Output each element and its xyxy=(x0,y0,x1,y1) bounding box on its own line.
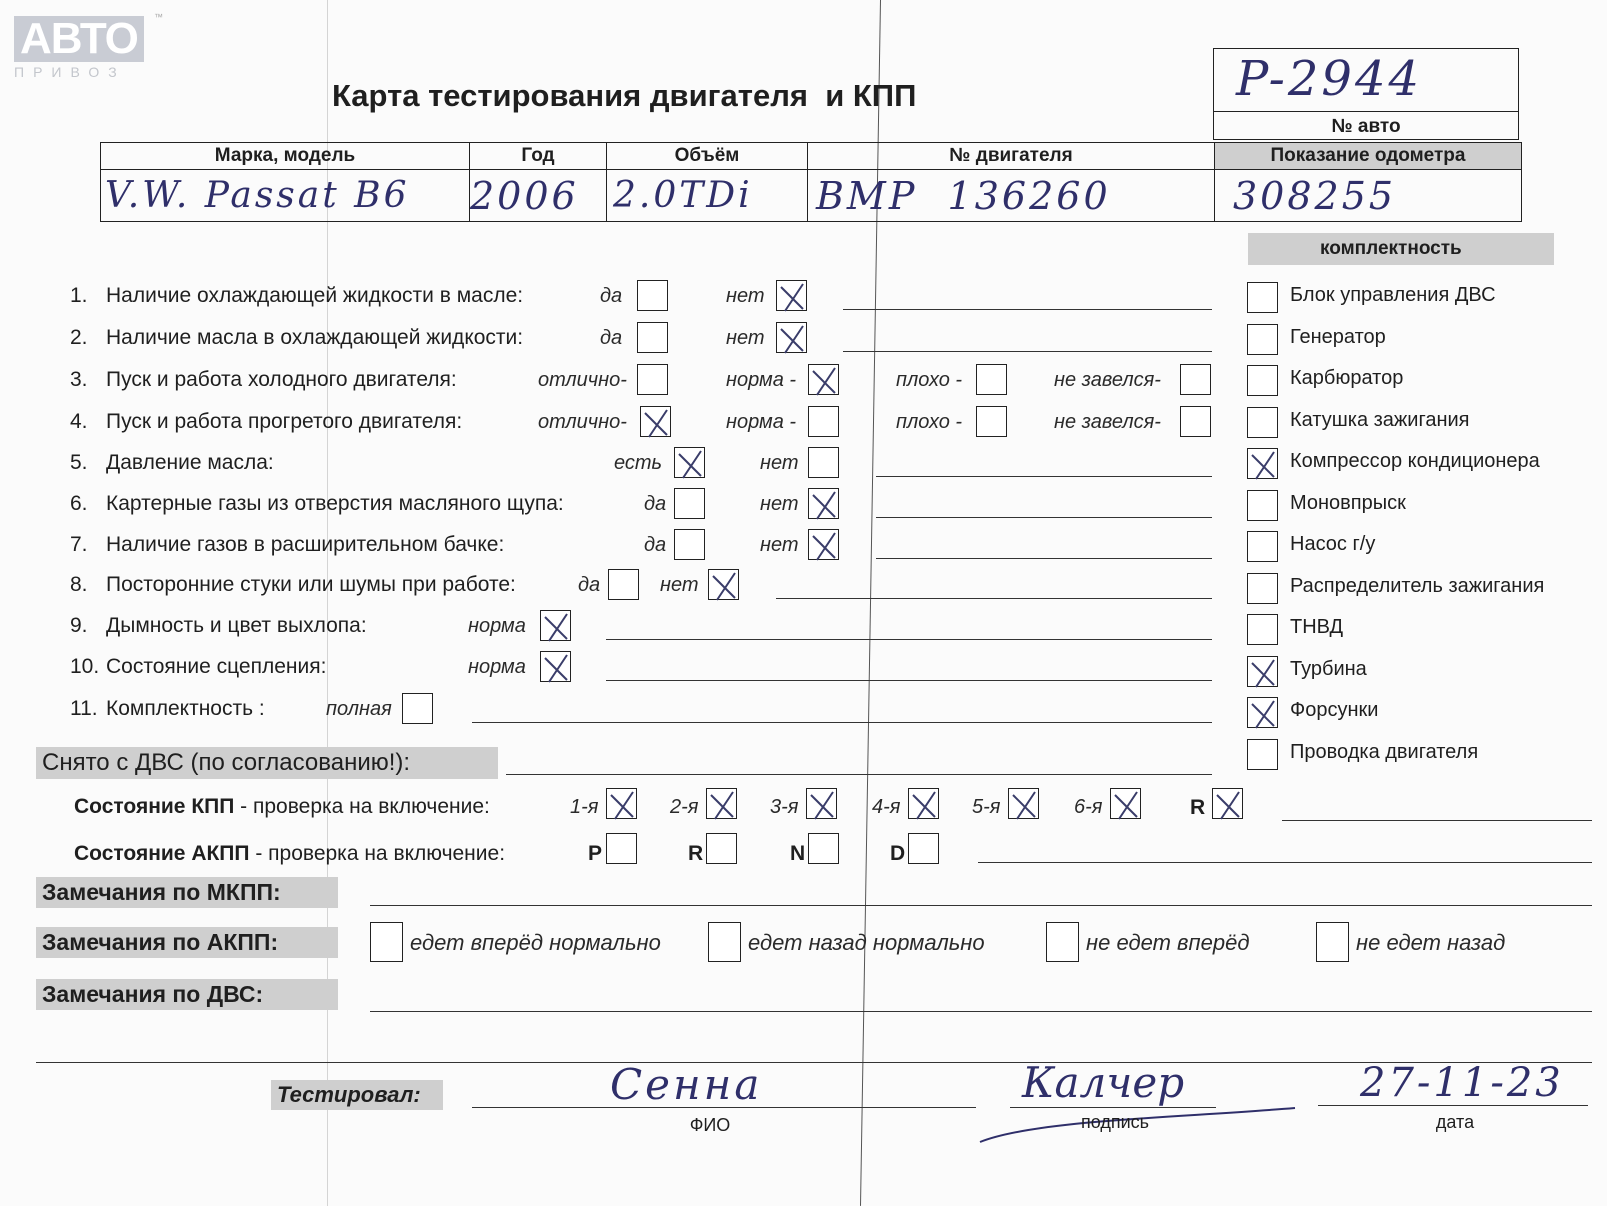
item-checkbox[interactable] xyxy=(776,280,807,311)
gear-checkbox[interactable] xyxy=(1110,788,1141,819)
removed-label: Снято с ДВС (по согласованию!): xyxy=(36,747,498,779)
item-checkbox[interactable] xyxy=(608,569,639,600)
item-number: 7. xyxy=(70,533,88,556)
item-option-label: полная xyxy=(326,698,392,720)
removed-line xyxy=(506,774,1212,775)
kpp-label-rest: - проверка на включение: xyxy=(234,795,490,818)
kit-item-label: Карбюратор xyxy=(1290,367,1404,389)
fio-label: ФИО xyxy=(689,1115,731,1135)
akpp-remark-checkbox[interactable] xyxy=(1316,922,1349,962)
sign-label: подпись xyxy=(1080,1112,1150,1132)
remarks-mkpp-label: Замечания по МКПП: xyxy=(36,877,338,908)
item-number: 8. xyxy=(70,573,88,596)
item-number: 5. xyxy=(70,451,88,474)
val-model: V.W. Passat B6 xyxy=(101,170,470,222)
akpp-remark-checkbox[interactable] xyxy=(1046,922,1079,962)
item-number: 10. xyxy=(70,655,100,678)
kit-checkbox[interactable] xyxy=(1247,614,1278,645)
item-option-label: плохо - xyxy=(896,369,963,391)
item-text: Состояние сцепления: xyxy=(106,655,327,678)
car-number-box xyxy=(1213,48,1519,140)
item-number: 3. xyxy=(70,368,88,391)
item-answer-line xyxy=(843,309,1212,310)
item-option-label: не завелся- xyxy=(1054,411,1161,433)
val-volume: 2.0TDi xyxy=(607,170,808,222)
kit-checkbox[interactable] xyxy=(1247,407,1278,438)
akpp-mode-label: R xyxy=(688,842,704,865)
item-number: 1. xyxy=(70,284,88,307)
item-option-label: нет xyxy=(760,452,799,474)
item-option-label: отлично- xyxy=(538,369,627,391)
akpp-remark-label: не едет назад xyxy=(1356,930,1506,955)
fio-value: Сенна xyxy=(610,1060,763,1109)
akpp-mode-label: N xyxy=(790,842,806,865)
item-checkbox[interactable] xyxy=(808,488,839,519)
item-option-label: нет xyxy=(760,534,799,556)
akpp-label-rest: - проверка на включение: xyxy=(249,842,506,865)
akpp-mode-checkbox[interactable] xyxy=(808,833,839,864)
kit-checkbox[interactable] xyxy=(1247,448,1278,479)
kit-item-label: Насос г/у xyxy=(1290,533,1376,555)
remarks-mkpp-line xyxy=(370,905,1592,906)
item-checkbox[interactable] xyxy=(674,447,705,478)
kit-item-label: Катушка зажигания xyxy=(1290,408,1470,431)
item-number: 4. xyxy=(70,410,88,433)
item-option-label: плохо - xyxy=(896,411,963,433)
akpp-remark-label: не едет вперёд xyxy=(1086,930,1250,955)
item-text: Наличие газов в расширительном бачке: xyxy=(106,533,505,556)
check-mark-icon xyxy=(811,367,837,393)
col-volume: Объём xyxy=(607,143,808,170)
col-year: Год xyxy=(470,143,607,170)
akpp-line xyxy=(978,862,1592,863)
item-option-label: да xyxy=(600,327,623,349)
item-number: 2. xyxy=(70,326,88,349)
akpp-remark-label: едет вперёд нормально xyxy=(410,930,661,955)
item-checkbox[interactable] xyxy=(808,529,839,560)
check-mark-icon xyxy=(709,791,735,817)
car-number-value: P-2944 xyxy=(1236,51,1423,107)
item-option-label: норма - xyxy=(726,411,797,433)
item-text: Пуск и работа прогретого двигателя: xyxy=(106,410,463,433)
item-option-label: нет xyxy=(726,327,765,349)
item-checkbox[interactable] xyxy=(976,364,1007,395)
kit-item-label: ТНВД xyxy=(1290,616,1344,638)
car-number-label: № авто xyxy=(1214,111,1518,138)
item-checkbox[interactable] xyxy=(776,322,807,353)
item-option-label: отлично- xyxy=(538,411,627,433)
gear-label: 1-я xyxy=(570,796,599,818)
remarks-dvs-line xyxy=(370,1011,1592,1012)
kit-checkbox[interactable] xyxy=(1247,490,1278,521)
akpp-mode-checkbox[interactable] xyxy=(706,833,737,864)
item-checkbox[interactable] xyxy=(808,406,839,437)
item-checkbox[interactable] xyxy=(540,651,571,682)
item-option-label: да xyxy=(578,574,601,596)
gear-label: 6-я xyxy=(1074,796,1103,818)
item-answer-line xyxy=(606,639,1212,640)
check-mark-icon xyxy=(543,654,569,680)
remarks-dvs-label: Замечания по ДВС: xyxy=(36,979,338,1010)
akpp-remark-label: едет назад нормально xyxy=(748,930,985,955)
kit-item-label: Турбина xyxy=(1290,657,1367,680)
item-answer-line xyxy=(776,598,1212,599)
check-mark-icon xyxy=(1250,659,1276,685)
check-mark-icon xyxy=(643,409,669,435)
check-mark-icon xyxy=(779,283,805,309)
item-checkbox[interactable] xyxy=(674,529,705,560)
akpp-label-bold: Состояние АКПП xyxy=(74,842,250,865)
check-mark-icon xyxy=(1215,791,1241,817)
logo-tm: ™ xyxy=(154,12,163,22)
gear-checkbox[interactable] xyxy=(806,788,837,819)
item-text: Пуск и работа холодного двигателя: xyxy=(106,368,457,391)
remarks-akpp-label: Замечания по АКПП: xyxy=(36,927,338,958)
gear-checkbox[interactable] xyxy=(706,788,737,819)
item-option-label: есть xyxy=(614,452,663,474)
item-option-label: да xyxy=(644,534,667,556)
item-answer-line xyxy=(606,680,1212,681)
kpp-label xyxy=(74,795,490,819)
kit-item-label: Компрессор кондиционера xyxy=(1290,450,1540,472)
item-text: Наличие охлаждающей жидкости в масле: xyxy=(106,284,524,307)
item-answer-line xyxy=(876,476,1212,477)
item-text: Комплектность : xyxy=(106,697,265,720)
akpp-mode-checkbox[interactable] xyxy=(606,833,637,864)
item-checkbox[interactable] xyxy=(637,280,668,311)
kit-item-label: Проводка двигателя xyxy=(1290,740,1479,763)
gear-checkbox[interactable] xyxy=(908,788,939,819)
check-mark-icon xyxy=(1250,700,1276,726)
item-checkbox[interactable] xyxy=(808,364,839,395)
akpp-label xyxy=(74,842,505,866)
gear-label: 5-я xyxy=(972,796,1001,818)
item-checkbox[interactable] xyxy=(1180,406,1211,437)
item-answer-line xyxy=(876,517,1212,518)
gear-checkbox[interactable] xyxy=(1008,788,1039,819)
item-option-label: да xyxy=(600,285,623,307)
item-option-label: норма - xyxy=(726,369,797,391)
kit-item-label: Генератор xyxy=(1290,325,1386,348)
item-checkbox[interactable] xyxy=(808,447,839,478)
check-mark-icon xyxy=(543,613,569,639)
check-mark-icon xyxy=(1011,791,1037,817)
item-option-label: норма xyxy=(468,656,526,678)
check-mark-icon xyxy=(677,450,703,476)
akpp-mode-label: D xyxy=(890,842,906,865)
kit-item-label: Моновпрыск xyxy=(1290,491,1406,514)
val-odometer: 308255 xyxy=(1215,170,1522,222)
item-option-label: да xyxy=(644,493,667,515)
item-checkbox[interactable] xyxy=(640,406,671,437)
check-mark-icon xyxy=(1250,451,1276,477)
akpp-remark-checkbox[interactable] xyxy=(370,922,403,962)
akpp-remark-checkbox[interactable] xyxy=(708,922,741,962)
item-answer-line xyxy=(472,722,1212,723)
item-answer-line xyxy=(843,351,1212,352)
item-checkbox[interactable] xyxy=(637,322,668,353)
item-number: 9. xyxy=(70,614,88,637)
item-option-label: нет xyxy=(760,493,799,515)
gear-label: R xyxy=(1190,796,1206,819)
item-option-label: норма xyxy=(468,615,526,637)
akpp-mode-label: P xyxy=(588,842,603,865)
kit-checkbox[interactable] xyxy=(1247,573,1278,604)
gear-label: 4-я xyxy=(872,796,901,818)
akpp-mode-checkbox[interactable] xyxy=(908,833,939,864)
remarks-extra-line xyxy=(36,1062,1592,1063)
logo-name: АВТО xyxy=(14,16,144,62)
logo-sub: ПРИВОЗ xyxy=(14,64,126,80)
check-mark-icon xyxy=(811,532,837,558)
item-text: Наличие масла в охлаждающей жидкости: xyxy=(106,326,524,349)
item-text: Дымность и цвет выхлопа: xyxy=(106,614,367,637)
item-checkbox[interactable] xyxy=(1180,364,1211,395)
kpp-line xyxy=(1282,820,1592,821)
item-text: Посторонние стуки или шумы при работе: xyxy=(106,573,516,596)
item-option-label: не завелся- xyxy=(1054,369,1161,391)
kit-header-label: комплектность xyxy=(1320,238,1462,259)
signature: Кaлчер xyxy=(1022,1058,1185,1107)
item-option-label: нет xyxy=(660,574,699,596)
check-mark-icon xyxy=(1113,791,1139,817)
gear-label: 3-я xyxy=(770,796,799,818)
kit-checkbox[interactable] xyxy=(1247,282,1278,313)
col-model: Марка, модель xyxy=(101,143,470,170)
item-number: 6. xyxy=(70,492,88,515)
kit-checkbox[interactable] xyxy=(1247,365,1278,396)
item-option-label: нет xyxy=(726,285,765,307)
date-label: дата xyxy=(1435,1112,1475,1132)
check-mark-icon xyxy=(911,791,937,817)
kpp-label-bold: Состояние КПП xyxy=(74,795,235,818)
gear-label: 2-я xyxy=(670,796,699,818)
check-mark-icon xyxy=(811,491,837,517)
date-value: 27-11-23 xyxy=(1360,1060,1564,1106)
kit-item-label: Форсунки xyxy=(1290,699,1379,721)
item-checkbox[interactable] xyxy=(540,610,571,641)
vehicle-info-table xyxy=(100,142,1522,222)
check-mark-icon xyxy=(609,791,635,817)
item-text: Давление масла: xyxy=(106,451,274,474)
item-answer-line xyxy=(876,558,1212,559)
item-text: Картерные газы из отверстия масляного щупа: xyxy=(106,492,564,515)
check-mark-icon xyxy=(711,572,737,598)
kit-checkbox[interactable] xyxy=(1247,739,1278,770)
item-number: 11. xyxy=(70,697,98,720)
tested-label: Тестировал: xyxy=(271,1080,443,1110)
check-mark-icon xyxy=(779,325,805,351)
kit-item-label: Блок управления ДВС xyxy=(1290,284,1496,306)
item-checkbox[interactable] xyxy=(708,569,739,600)
kit-item-label: Распределитель зажигания xyxy=(1290,574,1545,597)
item-checkbox[interactable] xyxy=(674,488,705,519)
kit-checkbox[interactable] xyxy=(1247,531,1278,562)
page-title: Карта тестирования двигателя и КПП xyxy=(332,78,917,113)
col-odometer: Показание одометра xyxy=(1215,143,1522,170)
val-engine-no: BMP 136260 xyxy=(808,170,1215,222)
val-year: 2006 xyxy=(470,170,607,222)
logo xyxy=(14,12,163,80)
item-checkbox[interactable] xyxy=(637,364,668,395)
gear-checkbox[interactable] xyxy=(1212,788,1243,819)
kit-checkbox[interactable] xyxy=(1247,697,1278,728)
col-engine-no: № двигателя xyxy=(808,143,1215,170)
kit-checkbox[interactable] xyxy=(1247,656,1278,687)
gear-checkbox[interactable] xyxy=(606,788,637,819)
item-checkbox[interactable] xyxy=(976,406,1007,437)
item-checkbox[interactable] xyxy=(402,693,433,724)
kit-checkbox[interactable] xyxy=(1247,324,1278,355)
check-mark-icon xyxy=(809,791,835,817)
